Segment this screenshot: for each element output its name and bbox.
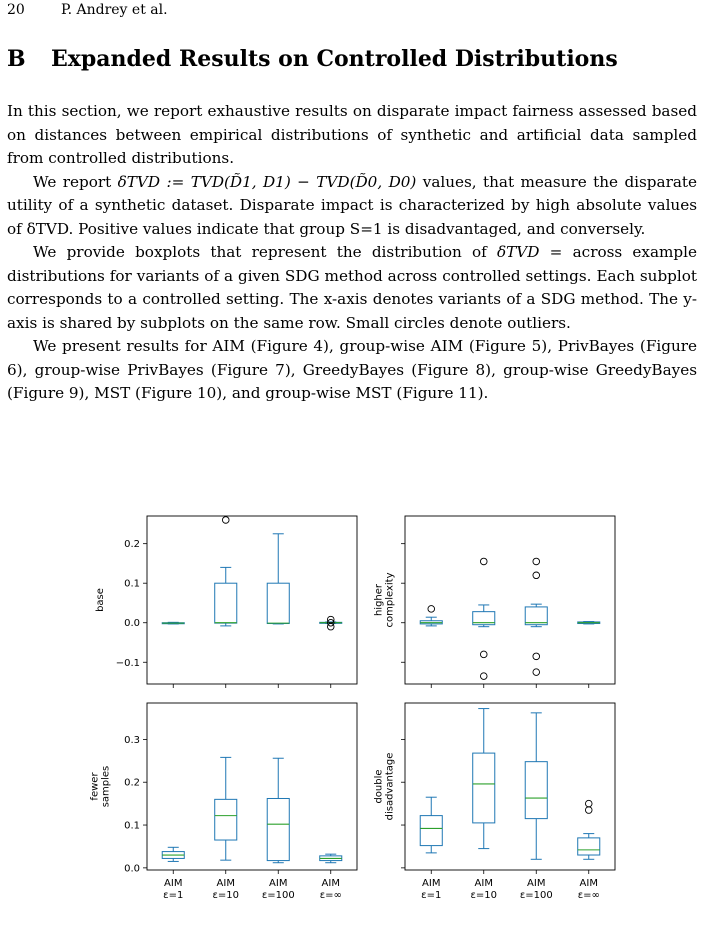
page-number: 20 (7, 2, 25, 18)
x-tick-label-variant: ε=1 (163, 890, 184, 901)
panel-frame (147, 516, 357, 684)
x-tick-label-variant: ε=100 (261, 890, 295, 901)
outlier-point (480, 651, 487, 658)
outlier-point (585, 800, 592, 807)
box (215, 583, 237, 623)
outlier-point (480, 558, 487, 565)
x-tick-label: AIM (527, 878, 546, 889)
box (525, 762, 547, 819)
x-tick-label: AIM (164, 878, 183, 889)
outlier-point (327, 623, 334, 630)
outlier-point (533, 669, 540, 676)
y-axis-label: highercomplexity (373, 572, 396, 628)
running-authors: P. Andrey et al. (61, 2, 168, 18)
box (473, 753, 495, 823)
paragraph-3: We provide boxplots that represent the distribution of δTVD = across example distributions for variants of a given SDG method across controlled settings. Each subplot corresponds to a controlled setting. The x-axis denotes variants of a SDG method. The y-axis is shared by subplots on the same row. Small circles denote outliers. (7, 243, 697, 332)
outlier-point (533, 653, 540, 660)
x-tick-label: AIM (474, 878, 493, 889)
y-tick-label: 0.3 (124, 734, 140, 746)
outlier-point (533, 558, 540, 565)
box (578, 838, 600, 855)
x-tick-label-variant: ε=10 (212, 890, 240, 901)
box (525, 607, 547, 625)
panel-frame (147, 703, 357, 870)
y-tick-label: 0.2 (124, 777, 140, 789)
y-tick-label: 0.2 (124, 539, 140, 551)
x-tick-label-variant: ε=100 (519, 890, 553, 901)
x-tick-label: AIM (579, 878, 598, 889)
outlier-point (585, 807, 592, 814)
y-axis-label: doubledisadvantage (373, 752, 396, 821)
box (267, 798, 289, 860)
x-tick-label: AIM (321, 878, 340, 889)
y-axis-label: base (95, 588, 106, 612)
y-tick-label: 0.0 (124, 863, 140, 875)
delta-formula: δTVD := TVD(D̃1, D1) − TVD(D̃0, D0) (117, 172, 417, 191)
panel-frame (405, 516, 615, 684)
outlier-point (533, 572, 540, 579)
x-tick-label-variant: ε=∞ (577, 890, 600, 901)
y-tick-label: 0.1 (124, 820, 140, 832)
y-tick-label: −0.1 (115, 657, 140, 669)
outlier-point (428, 606, 435, 613)
x-tick-label-variant: ε=10 (470, 890, 498, 901)
panel-frame (405, 703, 615, 870)
box (420, 816, 442, 846)
delta-formula-short: δTVD = (497, 243, 563, 261)
x-tick-label: AIM (216, 878, 235, 889)
x-tick-label-variant: ε=1 (421, 890, 442, 901)
section-number: B (7, 46, 26, 72)
outlier-point (480, 673, 487, 680)
box (267, 583, 289, 623)
y-tick-label: 0.0 (124, 618, 140, 630)
paragraph-1: In this section, we report exhaustive results on disparate impact fairness assessed based on distances between empirical distributions of synthetic and artificial data sampled from controlled distributions. (7, 102, 697, 167)
section-title: Expanded Results on Controlled Distributions (51, 46, 618, 72)
x-tick-label-variant: ε=∞ (319, 890, 342, 901)
y-tick-label: 0.1 (124, 578, 140, 590)
y-axis-label: fewersamples (89, 765, 112, 808)
box (215, 799, 237, 840)
x-tick-label: AIM (422, 878, 441, 889)
outlier-point (222, 517, 229, 524)
x-tick-label: AIM (269, 878, 288, 889)
paragraph-2: We report δTVD := TVD(D̃1, D1) − TVD(D̃0, D0) values, that measure the disparate utility of a synthetic dataset. Disparate impact is characterized by high absolute values of δTVD. Positive values indicate that group S=1 is disadvantaged, and conversely. (7, 172, 697, 238)
paragraph-4: We present results for AIM (Figure 4), group-wise AIM (Figure 5), PrivBayes (Figure 6), group-wise PrivBayes (Figure 7), GreedyBayes (Figure 8), group-wise GreedyBayes (Figure 9), MST (Figure 10), and group-wise MST (Figure 11). (7, 337, 697, 402)
